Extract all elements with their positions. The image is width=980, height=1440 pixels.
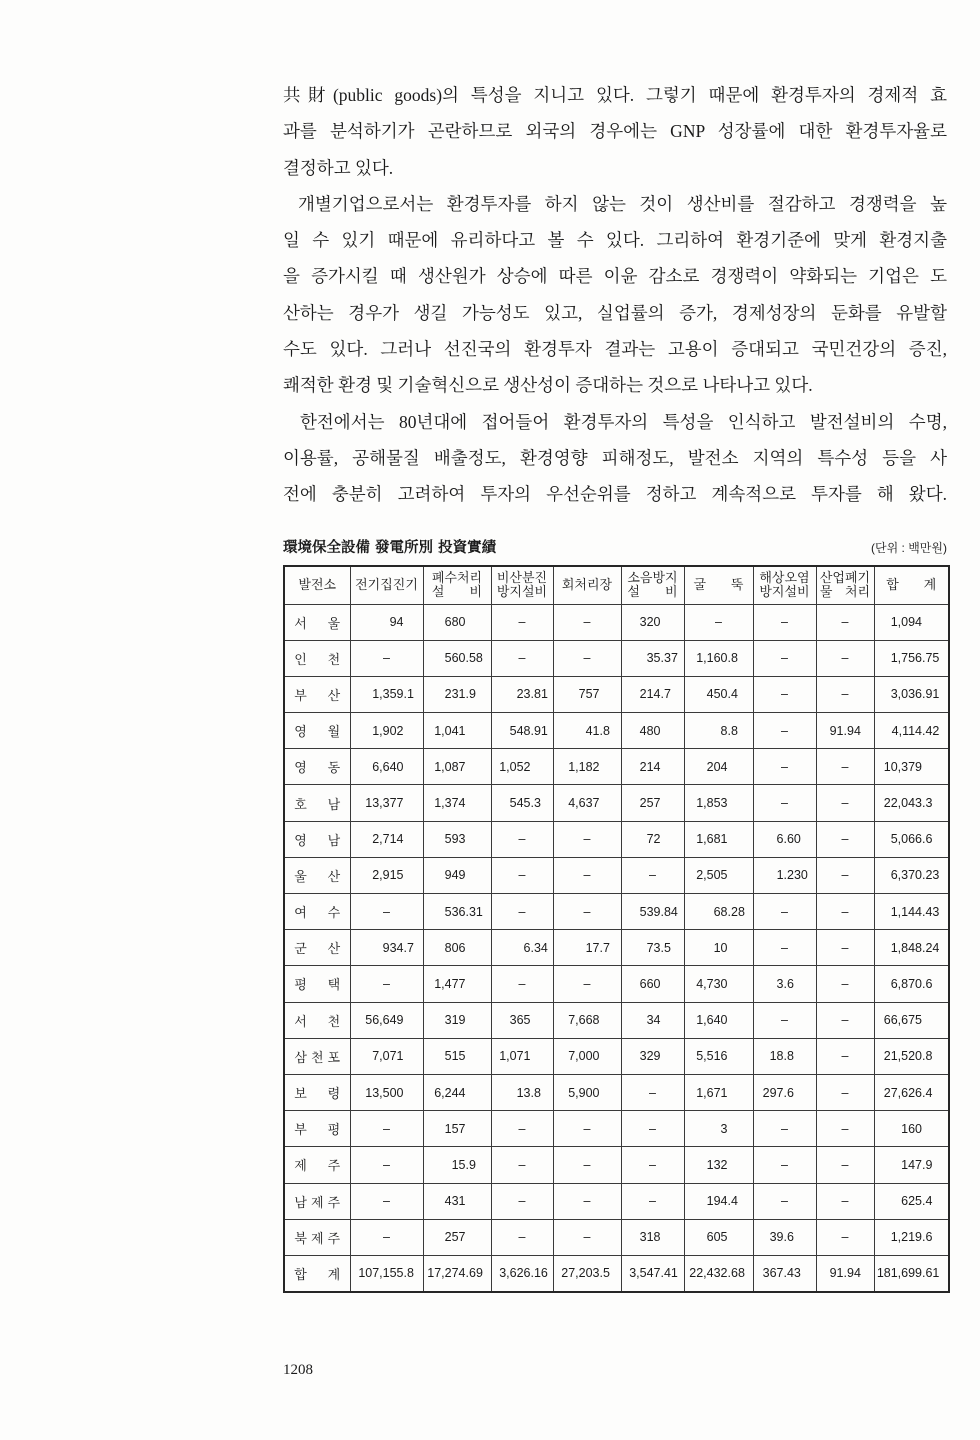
station-cell (284, 1255, 350, 1291)
value-cell: – (753, 604, 816, 640)
value-cell: 17,274.69 (423, 1255, 491, 1291)
value-cell: – (753, 1147, 816, 1183)
table-row (284, 1219, 949, 1255)
table-row (284, 676, 949, 712)
station-cell (284, 1074, 350, 1110)
text-line: 이용률, 공해물질 배출정도, 환경영향 피해정도, 발전소 지역의 특수성 등을 사 (283, 447, 947, 468)
station-cell (284, 1002, 350, 1038)
header-label: 회처리장 (561, 577, 613, 593)
row-total-cell: 6,370.23 (874, 857, 949, 893)
header-noise-prevention (621, 566, 684, 604)
value-cell: 107,155.8 (350, 1255, 423, 1291)
header-ash-pond (553, 566, 621, 604)
header-industrial-waste (816, 566, 874, 604)
value-cell: – (816, 749, 874, 785)
value-cell: – (816, 821, 874, 857)
table-row (284, 1183, 949, 1219)
header-marine-pollution (753, 566, 816, 604)
value-cell: – (753, 640, 816, 676)
station-name: 남제주 (294, 1194, 345, 1210)
text-line: 수도 있다. 그러나 선진국의 환경투자 결과는 고용이 증대되고 국민건강의 증진, (283, 339, 947, 360)
value-cell: 1,477 (423, 966, 491, 1002)
value-cell: 35.37 (621, 640, 684, 676)
header-label-line: 해상오염 (759, 570, 810, 586)
table-header-row (284, 566, 949, 604)
value-cell: 2,714 (350, 821, 423, 857)
value-cell: 6,244 (423, 1074, 491, 1110)
value-cell: 7,071 (350, 1038, 423, 1074)
table-row (284, 1147, 949, 1183)
value-cell: – (753, 1111, 816, 1147)
value-cell: – (491, 894, 553, 930)
text-line: 일 수 있기 때문에 유리하다고 볼 수 있다. 그리하여 환경기준에 맞게 환경지출 (283, 230, 947, 251)
value-cell: 13,500 (350, 1074, 423, 1110)
value-cell: 297.6 (753, 1074, 816, 1110)
table-row (284, 604, 949, 640)
value-cell: 450.4 (684, 676, 753, 712)
value-cell: 10 (684, 930, 753, 966)
value-cell: – (553, 1111, 621, 1147)
header-label-line: 소음방지 (627, 570, 678, 586)
station-cell (284, 640, 350, 676)
value-cell: 1,640 (684, 1002, 753, 1038)
value-cell: 6.60 (753, 821, 816, 857)
value-cell: 1,902 (350, 713, 423, 749)
value-cell: 1,681 (684, 821, 753, 857)
value-cell: – (491, 857, 553, 893)
value-cell: – (491, 966, 553, 1002)
table-row (284, 1111, 949, 1147)
station-cell (284, 894, 350, 930)
value-cell: 605 (684, 1219, 753, 1255)
table-row (284, 857, 949, 893)
text-line: 과를 분석하기가 곤란하므로 외국의 경우에는 GNP 성장률에 대한 환경투자율로 (283, 121, 947, 142)
value-cell: 431 (423, 1183, 491, 1219)
value-cell: 480 (621, 713, 684, 749)
value-cell: – (621, 1147, 684, 1183)
value-cell: 23.81 (491, 676, 553, 712)
row-total-cell: 5,066.6 (874, 821, 949, 857)
value-cell: 194.4 (684, 1183, 753, 1219)
value-cell: 560.58 (423, 640, 491, 676)
investment-table (283, 565, 950, 1293)
value-cell: – (753, 1002, 816, 1038)
value-cell: 7,668 (553, 1002, 621, 1038)
body-text (283, 77, 947, 513)
table-body (284, 604, 949, 1292)
value-cell: 72 (621, 821, 684, 857)
value-cell: – (553, 1147, 621, 1183)
text-line: 산하는 경우가 생길 가능성도 있고, 실업률의 증가, 경제성장의 둔화를 유발할 (283, 302, 947, 323)
table-total-row (284, 1255, 949, 1291)
value-cell: – (491, 604, 553, 640)
header-label-line: 비산분진 (496, 570, 548, 586)
value-cell: – (553, 1183, 621, 1219)
value-cell: – (491, 1219, 553, 1255)
value-cell: – (553, 604, 621, 640)
value-cell: – (753, 785, 816, 821)
header-wastewater-treatment (423, 566, 491, 604)
table-title: 環境保全設備 發電所別 投資實績 (283, 540, 497, 556)
value-cell: 3 (684, 1111, 753, 1147)
station-name: 북제주 (294, 1230, 345, 1246)
header-station (284, 566, 350, 604)
value-cell: – (621, 1183, 684, 1219)
value-cell: – (753, 1183, 816, 1219)
row-total-cell: 6,870.6 (874, 966, 949, 1002)
paragraph-2 (283, 186, 947, 404)
value-cell: 680 (423, 604, 491, 640)
value-cell: – (350, 1219, 423, 1255)
header-label-line: 폐수처리 (431, 570, 483, 586)
value-cell: 2,505 (684, 857, 753, 893)
row-total-cell: 1,756.75 (874, 640, 949, 676)
table-row (284, 1038, 949, 1074)
station-cell (284, 930, 350, 966)
value-cell: 329 (621, 1038, 684, 1074)
row-total-cell: 181,699.61 (874, 1255, 949, 1291)
value-cell: – (753, 749, 816, 785)
value-cell: 91.94 (816, 1255, 874, 1291)
value-cell: – (350, 640, 423, 676)
table-head (284, 566, 949, 604)
value-cell: 1,071 (491, 1038, 553, 1074)
station-name: 제 주 (294, 1158, 341, 1174)
row-total-cell: 1,094 (874, 604, 949, 640)
row-total-cell: 625.4 (874, 1183, 949, 1219)
table-unit: (단위 : 백만원) (871, 541, 947, 555)
value-cell: 214 (621, 749, 684, 785)
value-cell: 22,432.68 (684, 1255, 753, 1291)
value-cell: 3.6 (753, 966, 816, 1002)
value-cell: – (816, 1219, 874, 1255)
value-cell: 17.7 (553, 930, 621, 966)
value-cell: – (621, 857, 684, 893)
value-cell: – (753, 894, 816, 930)
station-name: 서 천 (294, 1013, 341, 1029)
value-cell: – (350, 1147, 423, 1183)
value-cell: – (621, 1074, 684, 1110)
row-total-cell: 160 (874, 1111, 949, 1147)
row-total-cell: 22,043.3 (874, 785, 949, 821)
row-total-cell: 1,848.24 (874, 930, 949, 966)
value-cell: – (491, 640, 553, 676)
table-row (284, 1002, 949, 1038)
value-cell: 27,203.5 (553, 1255, 621, 1291)
value-cell: 4,637 (553, 785, 621, 821)
value-cell: 1,052 (491, 749, 553, 785)
station-cell (284, 857, 350, 893)
station-name: 서 울 (294, 615, 341, 631)
table-row (284, 785, 949, 821)
value-cell: 1,671 (684, 1074, 753, 1110)
station-cell (284, 785, 350, 821)
station-cell (284, 966, 350, 1002)
value-cell: 73.5 (621, 930, 684, 966)
value-cell: 56,649 (350, 1002, 423, 1038)
value-cell: 15.9 (423, 1147, 491, 1183)
value-cell: 593 (423, 821, 491, 857)
value-cell: 660 (621, 966, 684, 1002)
station-name: 부 평 (294, 1122, 341, 1138)
value-cell: – (491, 1111, 553, 1147)
total-label: 합 계 (294, 1266, 341, 1282)
header-label: 전기집진기 (355, 577, 418, 593)
header-label-line: 설 비 (627, 584, 678, 600)
header-label-line: 방지설비 (496, 584, 548, 600)
header-label-line: 설 비 (431, 584, 483, 600)
header-electrostatic-precipitator (350, 566, 423, 604)
station-name: 영 월 (294, 724, 341, 740)
value-cell: 545.3 (491, 785, 553, 821)
header-label: 굴 뚝 (693, 577, 744, 593)
value-cell: 94 (350, 604, 423, 640)
station-name: 영 동 (294, 760, 341, 776)
header-label-line: 산업폐기 (819, 570, 871, 586)
value-cell: 1,160.8 (684, 640, 753, 676)
value-cell: 1,087 (423, 749, 491, 785)
value-cell: – (553, 640, 621, 676)
value-cell: – (621, 1111, 684, 1147)
row-total-cell: 1,144.43 (874, 894, 949, 930)
row-total-cell: 3,036.91 (874, 676, 949, 712)
value-cell: – (816, 1147, 874, 1183)
value-cell: 6.34 (491, 930, 553, 966)
value-cell: – (816, 640, 874, 676)
station-cell (284, 821, 350, 857)
text-line: 개별기업으로서는 환경투자를 하지 않는 것이 생산비를 절감하고 경쟁력을 높 (298, 193, 947, 214)
value-cell: 949 (423, 857, 491, 893)
station-cell (284, 1147, 350, 1183)
value-cell: – (491, 1183, 553, 1219)
value-cell: – (350, 1111, 423, 1147)
station-name: 인 천 (294, 651, 341, 667)
value-cell: – (350, 1183, 423, 1219)
value-cell: 5,516 (684, 1038, 753, 1074)
value-cell: – (491, 1147, 553, 1183)
value-cell: – (753, 930, 816, 966)
value-cell: – (816, 785, 874, 821)
value-cell: 7,000 (553, 1038, 621, 1074)
value-cell: 13,377 (350, 785, 423, 821)
value-cell: 8.8 (684, 713, 753, 749)
table-row (284, 640, 949, 676)
value-cell: 757 (553, 676, 621, 712)
paragraph-1 (283, 77, 947, 186)
value-cell: 1,853 (684, 785, 753, 821)
value-cell: 214.7 (621, 676, 684, 712)
row-total-cell: 21,520.8 (874, 1038, 949, 1074)
value-cell: 515 (423, 1038, 491, 1074)
value-cell: – (684, 604, 753, 640)
value-cell: – (816, 966, 874, 1002)
value-cell: – (816, 676, 874, 712)
text-line: 을 증가시킬 때 생산원가 상승에 따른 이윤 감소로 경쟁력이 약화되는 기업은 도 (283, 266, 947, 287)
value-cell: – (816, 1111, 874, 1147)
value-cell: – (553, 857, 621, 893)
value-cell: 3,626.16 (491, 1255, 553, 1291)
value-cell: – (553, 966, 621, 1002)
value-cell: – (816, 604, 874, 640)
value-cell: 257 (423, 1219, 491, 1255)
station-cell (284, 749, 350, 785)
row-total-cell: 10,379 (874, 749, 949, 785)
value-cell: 1,359.1 (350, 676, 423, 712)
station-name: 보 령 (294, 1086, 341, 1102)
value-cell: 1,182 (553, 749, 621, 785)
station-name: 부 산 (294, 687, 341, 703)
station-name: 울 산 (294, 868, 341, 884)
station-cell (284, 604, 350, 640)
station-cell (284, 1038, 350, 1074)
station-name: 삼천포 (294, 1049, 345, 1065)
value-cell: 319 (423, 1002, 491, 1038)
text-line: 共財(public goods)의 특성을 지니고 있다. 그렇기 때문에 환경투자의 경제적 효 (283, 85, 947, 105)
table-row (284, 1074, 949, 1110)
header-label-line: 방지설비 (759, 584, 810, 600)
station-cell (284, 1219, 350, 1255)
text-line: 결정하고 있다. (283, 157, 394, 178)
header-total (874, 566, 949, 604)
table-row (284, 930, 949, 966)
value-cell: 68.28 (684, 894, 753, 930)
row-total-cell: 147.9 (874, 1147, 949, 1183)
value-cell: 2,915 (350, 857, 423, 893)
value-cell: – (816, 1183, 874, 1219)
value-cell: 91.94 (816, 713, 874, 749)
value-cell: 157 (423, 1111, 491, 1147)
value-cell: 1,374 (423, 785, 491, 821)
value-cell: 539.84 (621, 894, 684, 930)
value-cell: 806 (423, 930, 491, 966)
header-dust-prevention (491, 566, 553, 604)
station-name: 여 수 (294, 905, 341, 921)
value-cell: 1,041 (423, 713, 491, 749)
value-cell: – (816, 857, 874, 893)
station-cell (284, 676, 350, 712)
station-cell (284, 1183, 350, 1219)
value-cell: 320 (621, 604, 684, 640)
header-stack (684, 566, 753, 604)
value-cell: 3,547.41 (621, 1255, 684, 1291)
value-cell: 5,900 (553, 1074, 621, 1110)
header-label: 발전소 (298, 577, 337, 593)
value-cell: 318 (621, 1219, 684, 1255)
station-name: 호 남 (294, 796, 341, 812)
station-cell (284, 1111, 350, 1147)
value-cell: – (553, 1219, 621, 1255)
value-cell: 6,640 (350, 749, 423, 785)
value-cell: – (753, 676, 816, 712)
value-cell: 548.91 (491, 713, 553, 749)
value-cell: 132 (684, 1147, 753, 1183)
page-number: 1208 (283, 1362, 313, 1378)
value-cell: 39.6 (753, 1219, 816, 1255)
text-line: 전에 충분히 고려하여 투자의 우선순위를 정하고 계속적으로 투자를 해 왔다. (283, 484, 947, 505)
value-cell: – (553, 894, 621, 930)
station-name: 평 택 (294, 977, 341, 993)
station-name: 영 남 (294, 832, 341, 848)
value-cell: 231.9 (423, 676, 491, 712)
row-total-cell: 27,626.4 (874, 1074, 949, 1110)
value-cell: 367.43 (753, 1255, 816, 1291)
table-row (284, 713, 949, 749)
value-cell: 18.8 (753, 1038, 816, 1074)
value-cell: – (816, 930, 874, 966)
value-cell: 13.8 (491, 1074, 553, 1110)
value-cell: – (350, 966, 423, 1002)
table-row (284, 966, 949, 1002)
value-cell: 34 (621, 1002, 684, 1038)
value-cell: – (816, 894, 874, 930)
row-total-cell: 1,219.6 (874, 1219, 949, 1255)
table-row (284, 894, 949, 930)
station-name: 군 산 (294, 941, 341, 957)
value-cell: 536.31 (423, 894, 491, 930)
value-cell: 934.7 (350, 930, 423, 966)
table-caption (283, 537, 948, 559)
header-label: 합 계 (886, 577, 937, 593)
value-cell: – (350, 894, 423, 930)
value-cell: 41.8 (553, 713, 621, 749)
text-line: 쾌적한 환경 및 기술혁신으로 생산성이 증대하는 것으로 나타나고 있다. (283, 375, 813, 396)
value-cell: – (816, 1002, 874, 1038)
paragraph-3 (283, 404, 947, 513)
value-cell: – (816, 1074, 874, 1110)
value-cell: – (753, 713, 816, 749)
table-row (284, 749, 949, 785)
value-cell: – (553, 821, 621, 857)
value-cell: – (491, 821, 553, 857)
header-label-line: 물 처리 (819, 584, 871, 600)
text-line: 한전에서는 80년대에 접어들어 환경투자의 특성을 인식하고 발전설비의 수명, (300, 411, 947, 432)
value-cell: 4,730 (684, 966, 753, 1002)
station-cell (284, 713, 350, 749)
row-total-cell: 4,114.42 (874, 713, 949, 749)
value-cell: – (816, 1038, 874, 1074)
value-cell: 1.230 (753, 857, 816, 893)
value-cell: 204 (684, 749, 753, 785)
value-cell: 257 (621, 785, 684, 821)
table-row (284, 821, 949, 857)
row-total-cell: 66,675 (874, 1002, 949, 1038)
value-cell: 365 (491, 1002, 553, 1038)
